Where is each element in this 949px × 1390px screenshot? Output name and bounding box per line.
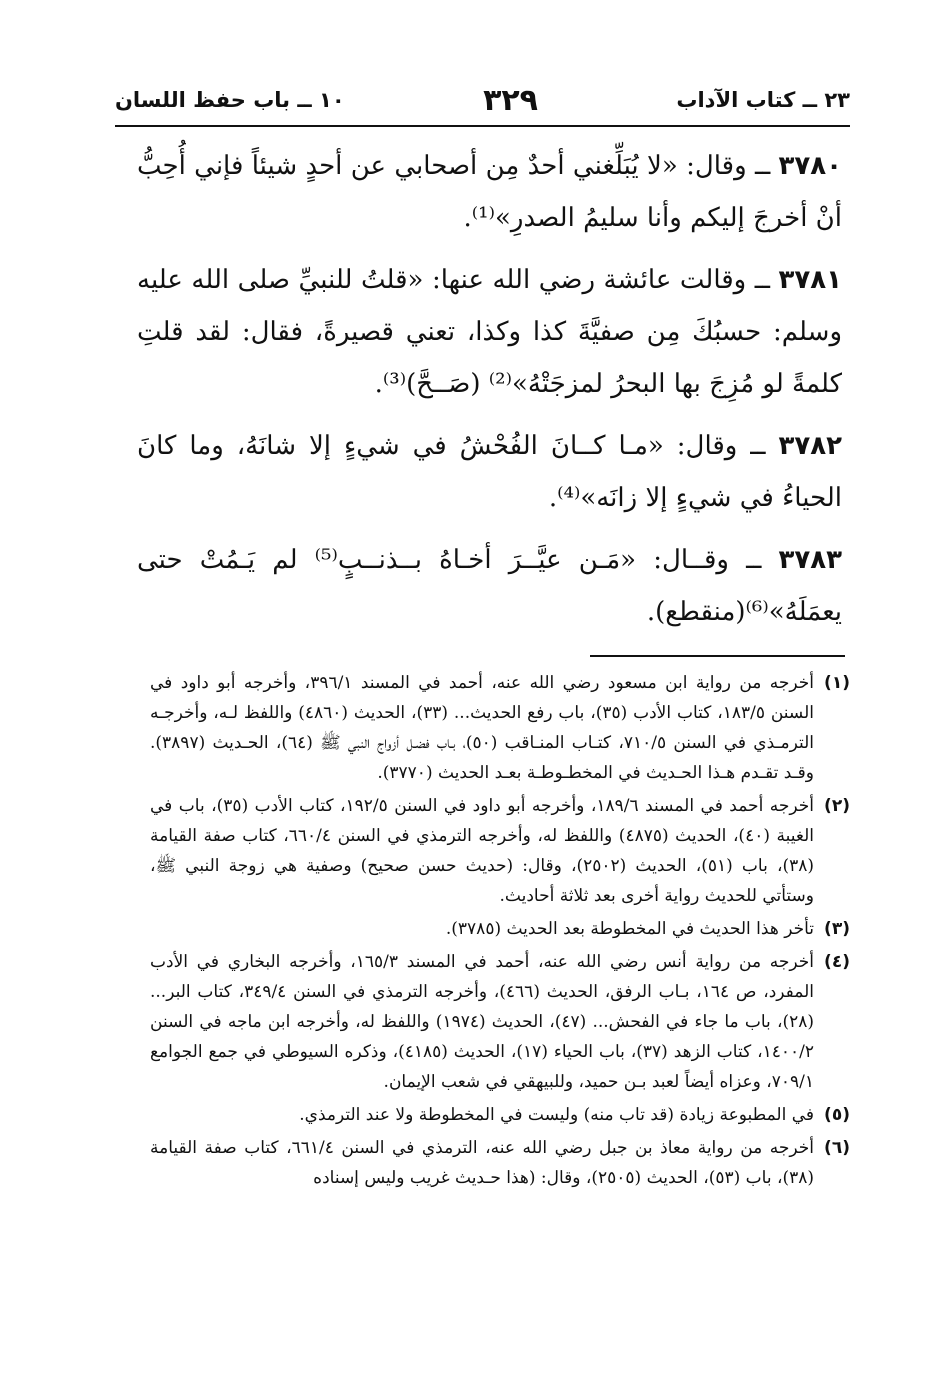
footnote-number: (٦) xyxy=(824,1138,850,1158)
footnote-number: (٤) xyxy=(824,952,850,972)
hadith-paragraph xyxy=(137,534,842,638)
footnotes xyxy=(150,668,850,1196)
main-text xyxy=(137,140,842,648)
footnote-number: (٥) xyxy=(824,1105,850,1125)
hadith-number: ٣٧٨١ xyxy=(778,265,842,295)
footnote-separator xyxy=(590,655,845,657)
footnote-number: (٢) xyxy=(824,796,850,816)
footnote xyxy=(150,668,850,788)
footnote xyxy=(150,1100,850,1130)
footnote-text: أخرجه من رواية معاذ بن جبل رضي الله عنه، الترمذي في السنن ٦٦١/٤، كتاب صفة القيامة (٣٨)، باب (٥٣)، الحديث (٢٥٠٥)، وقال: (هذا حـديث غريب وليس إسناده xyxy=(150,1138,814,1188)
hadith-text: ــ وقال: «مـا كــانَ الفُحْشُ في شيءٍ إلا شانَهُ، وما كانَ الحياءُ في شيءٍ إلا زانَه»⁽⁴⁾. xyxy=(137,431,842,513)
page-number: ٣٢٩ xyxy=(483,82,538,118)
hadith-text: ــ وقالت عائشة رضي الله عنها: «قلتُ للنبيِّ صلى الله عليه وسلم: حسبُكَ مِن صفيَّةَ كذا وكذا، تعني قصيرةً، فقال: لقد قلتِ كلمةً لو مُزِجَ بها البحرُ لمزجَتْهُ»⁽²⁾ (صَــحَّ)⁽³⁾. xyxy=(137,265,842,399)
footnote xyxy=(150,947,850,1097)
running-header xyxy=(115,78,850,122)
footnote-number: (١) xyxy=(824,673,850,693)
footnote xyxy=(150,1133,850,1193)
footnote-number: (٣) xyxy=(824,919,850,939)
hadith-number: ٣٧٨٠ xyxy=(778,151,842,181)
footnote-text: أخرجه أحمد في المسند ١٨٩/٦، وأخرجه أبو داود في السنن ١٩٢/٥، كتاب الأدب (٣٥)، باب في الغيبة (٤٠)، الحديث (٤٨٧٥) واللفظ له، وأخرجه الترمذي في السنن ٦٦٠/٤، كتاب صفة القيامة (٣٨)، باب (٥١)، الحديث (٢٥٠٢)، وقال: (حديث حسن صحيح) وصفية هي زوجة النبي ﷺ، وستأتي للحديث رواية أخرى بعد ثلاثة أحاديث. xyxy=(150,796,815,906)
footnote-text: في المطبوعة زيادة (قد تاب منه) وليست في المخطوطة ولا عند الترمذي. xyxy=(299,1105,814,1125)
hadith-paragraph xyxy=(137,140,842,244)
header-book-title: ٢٣ ــ كتاب الآداب xyxy=(676,88,850,112)
hadith-text: ــ وقال: «لا يُبَلِّغني أحدٌ مِن أصحابي عن أحدٍ شيئاً فإني أُحِبُّ أنْ أخرجَ إليكم وأنا سليمُ الصدرِ»⁽¹⁾. xyxy=(137,151,842,233)
hadith-number: ٣٧٨٣ xyxy=(778,545,842,575)
footnote-text: تأخر هذا الحديث في المخطوطة بعد الحديث (٣٧٨٥). xyxy=(445,919,814,939)
hadith-text: ــ وقــال: «مَـن عيَّــرَ أخـاهُ بــذنــبٍ⁽⁵⁾ لم يَـمُتْ حتى يعمَلَهُ»⁽⁶⁾(منقطع). xyxy=(137,545,842,627)
footnote xyxy=(150,914,850,944)
hadith-paragraph xyxy=(137,254,842,410)
footnote-text: أخرجه من رواية ابن مسعود رضي الله عنه، أحمد في المسند ٣٩٦/١، وأخرجه أبو داود في السنن ١٨٣/٥، كتاب الأدب (٣٥)، باب رفع الحديث... (٣٣)، الحديث (٤٨٦٠) واللفظ لـه، وأخرجـه الترمـذي في السنن ٧١٠/٥، كتـاب المنـاقب (٥٠)، بـاب فضـل أزواج النبي ﷺ (٦٤)، الحـديث (٣٨٩٧). وقـد تقـدم هـذا الحـديث في المخطـوطـة بعـد الحديث (٣٧٧٠). xyxy=(150,673,815,783)
footnote-text: أخرجه من رواية أنس رضي الله عنه، أحمد في المسند ١٦٥/٣، وأخرجه البخاري في الأدب المفرد، ص ١٦٤، بـاب الرفق، الحديث (٤٦٦)، وأخرجه الترمذي في السنن ٣٤٩/٤، كتاب البر... (٢٨)، باب ما جاء في الفحش... (٤٧)، الحديث (١٩٧٤) واللفظ له، وأخرجه ابن ماجه في السنن ١٤٠٠/٢، كتاب الزهد (٣٧)، باب الحياء (١٧)، الحديث (٤١٨٥)، وذكره السيوطي في جمع الجوامع ٧٠٩/١، وعزاه أيضاً لعبد بـن حميد، وللبيهقي في شعب الإيمان. xyxy=(150,952,814,1092)
header-rule xyxy=(115,125,850,127)
hadith-number: ٣٧٨٢ xyxy=(778,431,842,461)
hadith-paragraph xyxy=(137,420,842,524)
header-chapter-title: ١٠ ــ باب حفظ اللسان xyxy=(115,88,345,112)
footnote xyxy=(150,791,850,911)
